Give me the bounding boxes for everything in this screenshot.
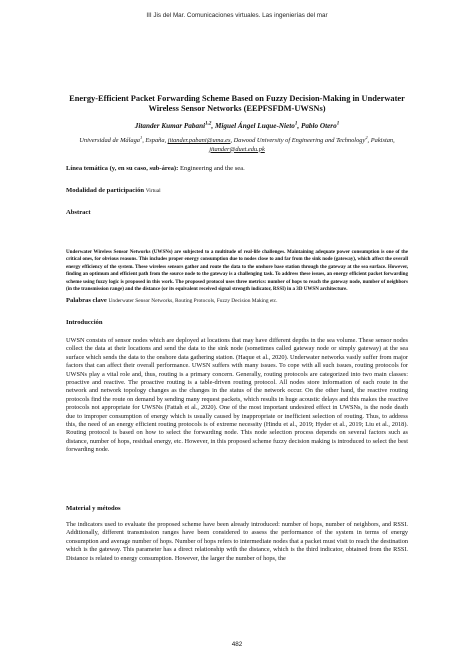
affiliation-location-1: , España, xyxy=(142,137,168,144)
email-link-1[interactable]: jitander.pabani@uma.es xyxy=(167,137,231,144)
affiliation-mark-2: 2 xyxy=(365,134,368,140)
page-number: 482 xyxy=(231,641,243,648)
affiliation-org-1: Universidad de Málaga xyxy=(79,137,140,144)
thematic-line xyxy=(66,165,408,173)
affiliation-org-2: , Dawood University of Engineering and Technology xyxy=(230,137,366,144)
introduction-heading: Introducción xyxy=(66,319,103,326)
methods-heading: Material y métodos xyxy=(66,505,121,512)
participation-label: Modalidad de participación xyxy=(66,187,145,194)
email-link-2[interactable]: jitander@duet.edu.pk xyxy=(209,145,265,153)
paper-title: Energy-Efficient Packet Forwarding Scheme Based on Fuzzy Decision-Making in Underwater Wireless Sensor Networks (EEPFSFDM-UWSNs) xyxy=(69,94,405,113)
affiliation-location-2: , Pakistan, xyxy=(367,137,395,144)
keywords-label: Palabras clave xyxy=(66,297,107,304)
introduction-text: UWSN consists of sensor nodes which are deployed at locations that may have different depths in the sea volume. These sensor nodes collect the data at their locations and send the data to the sink node (sometimes called gateway node or simply gateway) at the sea surface which sends the data to the onshore data gathering station. (Haque et al., 2020). Underwater networks vastly suffer from major factors that can affect their overall performance. UWSN suffers with many issues. To cope with all such issues, routing protocols for UWSNs play a vital role and, thus, routing is a primary concern. Generally, routing protocols are categorized into two main classes: proactive and reactive. The proactive routing is a table-driven routing protocol. All nodes store information of each route in the network and network topology changes as the changes in the status of the network occur. On the other hand, the reactive routing protocols find the route on demand by sending many request packets, which results in huge acoustic delays and this makes the reactive protocols not appropriate for UWSNs (Fattah et al., 2020). One of the most important undesired effect in UWSNs, is the node death due to improper consumption of energy which is usually caused by inappropriate or inefficient selection of routing. Thus, to address this, the need of an energy efficient routing protocols is of extreme necessity (Hindu et al., 2019; Hyder et al., 2019; Liu et al., 2018). Routing protocol is based on how to select the forwarding node. This node selection process depends on several factors such as distance, number of hops, residual energy, etc. However, in this proposed scheme fuzzy decision making is introduced to select the best forwarding node. xyxy=(66,337,408,454)
methods-text: The indicators used to evaluate the proposed scheme have been already introduced: number of hops, number of neighbors, and RSSI. Additionally, different transmission ranges have been considered to assess the performance of the system in terms of energy consumption and average number of hops. Number of hops refers to intermediate nodes that a packet must visit to reach the destination which is the gateway. This parameter has a direct relationship with the distance, which is the third indicator, obtained from the RSSI. Distance is related to energy consumption. However, the larger the number of hops, the xyxy=(66,521,408,562)
author-list xyxy=(66,122,408,131)
author-name: Miguel Ángel Luque-Nieto xyxy=(214,122,295,130)
affiliation-block xyxy=(66,134,408,154)
thematic-line-label: Línea temática (y, en su caso, sub-área): xyxy=(66,165,179,172)
keywords-value: Underwater Sensor Networks, Routing Protocols, Fuzzy Decision Making etc. xyxy=(108,298,278,304)
author-name: Jitander Kumar Pabani xyxy=(134,122,206,130)
author-affiliation-mark: 1 xyxy=(294,121,298,127)
author-affiliation-mark: 1,2 xyxy=(205,121,212,127)
participation-value: Virtual xyxy=(145,188,161,194)
author-name: Pablo Otero xyxy=(300,122,337,130)
author-affiliation-mark: 1 xyxy=(336,121,340,127)
affiliation-mark-1: 1 xyxy=(139,134,143,140)
abstract-text: Underwater Wireless Sensor Networks (UWSNs) are subjected to a multitude of real-life challenges. Maintaining adequate power consumption is one of the critical ones, for obvious reasons. This includes proper energy consumption due to nodes close to and far from the sink node (gateway), which affect the overall energy efficiency of the system. These wireless sensors gather and route the data to the onshore base station through the gateway at the sea surface. However, finding an optimum and efficient path from the source node to the gateway is a challenging task. To address these issues, an energy efficient packet forwarding scheme using fuzzy logic is proposed in this work. The proposed protocol uses three metrics: number of hops to reach the gateway node, number of neighbors (in the transmission range) and the distance (or its equivalent received signal strength indicator, RSSI) in a 3D UWSN architecture. xyxy=(66,249,408,293)
thematic-line-value: Engineering and the sea. xyxy=(180,165,245,172)
keywords xyxy=(66,297,408,305)
abstract-heading: Abstract xyxy=(66,209,91,216)
participation-mode xyxy=(66,187,408,195)
author-separator: , xyxy=(211,122,215,130)
running-header: III Jis del Mar. Comunicaciones virtuales. Las ingenierías del mar xyxy=(146,12,328,19)
author-separator: , xyxy=(297,122,301,130)
